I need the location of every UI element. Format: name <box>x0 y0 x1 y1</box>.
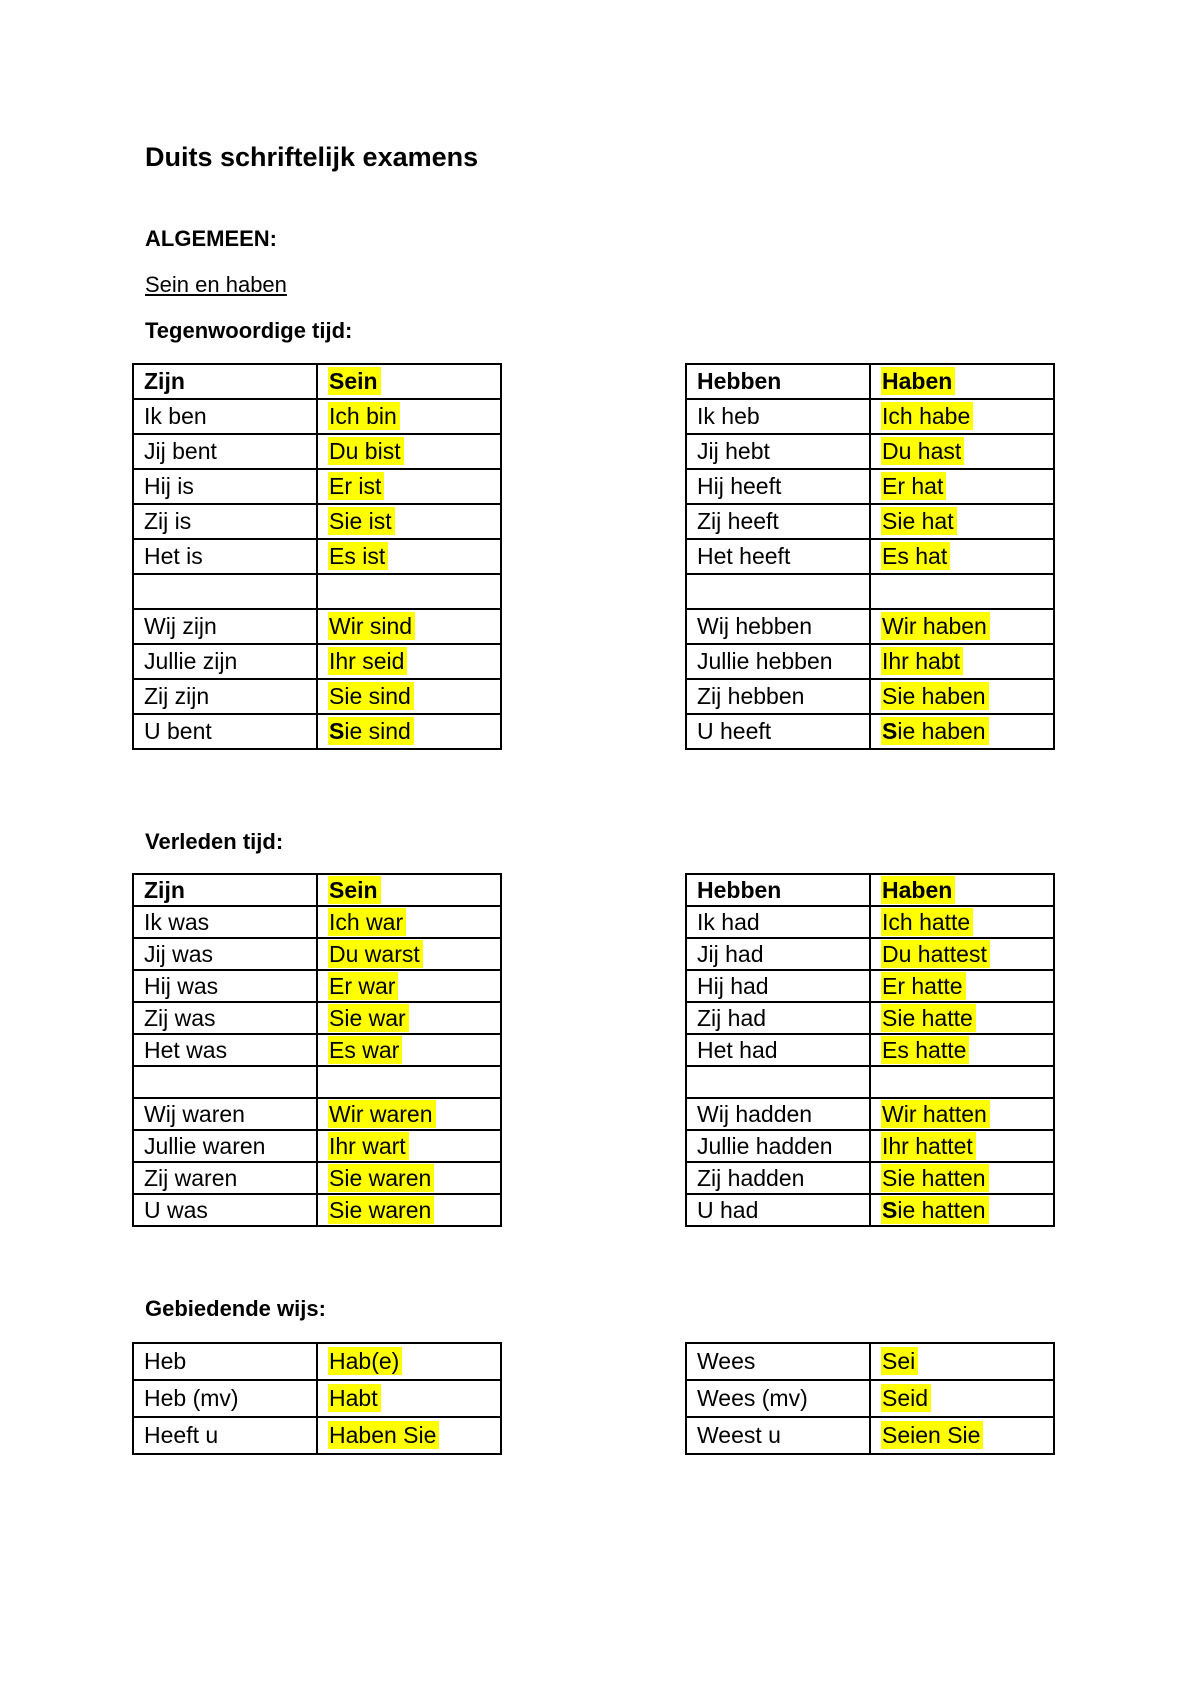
table-spacer-row <box>686 1066 1054 1098</box>
column-header-dutch: Zijn <box>133 874 317 906</box>
dutch-form-cell: Ik heb <box>686 399 870 434</box>
dutch-form-cell: Wij hadden <box>686 1098 870 1130</box>
german-form-cell <box>870 574 1054 609</box>
dutch-form-cell: Zij zijn <box>133 679 317 714</box>
highlighted-translation: Du hattest <box>881 940 990 968</box>
german-form-cell <box>870 938 1054 970</box>
dutch-form-cell: Jij was <box>133 938 317 970</box>
highlighted-translation: Hab(e) <box>328 1347 402 1375</box>
table-row <box>133 1002 501 1034</box>
highlighted-translation: Ich habe <box>881 402 973 430</box>
german-form-cell <box>870 434 1054 469</box>
german-form-cell <box>317 1098 501 1130</box>
dutch-form-cell: Jij had <box>686 938 870 970</box>
dutch-form-cell: Het heeft <box>686 539 870 574</box>
dutch-form-cell: Jullie hadden <box>686 1130 870 1162</box>
german-form-cell <box>317 609 501 644</box>
dutch-form-cell: Zij had <box>686 1002 870 1034</box>
dutch-form-cell: Hij had <box>686 970 870 1002</box>
german-form-cell <box>870 1098 1054 1130</box>
table-row <box>686 1417 1054 1454</box>
highlighted-translation: Wir haben <box>881 612 990 640</box>
table-row <box>133 1162 501 1194</box>
highlighted-translation: Sie hatten <box>881 1196 989 1224</box>
past-tense-heading: Verleden tijd: <box>145 829 284 854</box>
highlighted-translation: Ihr seid <box>328 647 407 675</box>
table-row <box>133 399 501 434</box>
german-form-cell <box>317 1194 501 1226</box>
german-form-cell <box>870 399 1054 434</box>
dutch-form-cell <box>133 1066 317 1098</box>
highlighted-translation: Sie waren <box>328 1196 434 1224</box>
column-header-german <box>317 874 501 906</box>
highlighted-translation: Sei <box>881 1347 918 1375</box>
highlighted-translation: Haben <box>881 876 955 904</box>
past-hebben-table <box>685 873 1055 1227</box>
german-form-cell <box>870 906 1054 938</box>
column-header-german <box>870 874 1054 906</box>
table-row <box>133 1034 501 1066</box>
highlighted-translation: Ich hatte <box>881 908 973 936</box>
dutch-form-cell: Jij bent <box>133 434 317 469</box>
table-row <box>133 609 501 644</box>
imperative-zijn-table <box>685 1342 1055 1455</box>
dutch-form-cell: Zij hebben <box>686 679 870 714</box>
highlighted-translation: Er ist <box>328 472 384 500</box>
german-form-cell <box>870 1162 1054 1194</box>
german-form-cell <box>870 609 1054 644</box>
dutch-form-cell: Het was <box>133 1034 317 1066</box>
german-form-cell <box>870 1066 1054 1098</box>
german-form-cell <box>317 970 501 1002</box>
highlighted-translation: Ihr hattet <box>881 1132 976 1160</box>
table-row <box>686 1098 1054 1130</box>
highlighted-translation: Sie sind <box>328 682 414 710</box>
imperative-hebben-table <box>132 1342 502 1455</box>
dutch-form-cell: Zij is <box>133 504 317 539</box>
german-form-cell <box>870 1194 1054 1226</box>
german-form-cell <box>317 906 501 938</box>
dutch-form-cell: Wees <box>686 1343 870 1380</box>
dutch-form-cell: Wij zijn <box>133 609 317 644</box>
column-header-dutch: Zijn <box>133 364 317 399</box>
table-row <box>133 1380 501 1417</box>
table-spacer-row <box>133 1066 501 1098</box>
column-header-dutch: Hebben <box>686 364 870 399</box>
table-row <box>133 1194 501 1226</box>
highlighted-translation: Es hat <box>881 542 950 570</box>
highlighted-translation: Sie waren <box>328 1164 434 1192</box>
german-form-cell <box>317 644 501 679</box>
table-row <box>686 504 1054 539</box>
german-form-cell <box>317 1034 501 1066</box>
table-row <box>133 539 501 574</box>
german-form-cell <box>317 399 501 434</box>
highlighted-translation: Ihr habt <box>881 647 963 675</box>
table-row <box>133 906 501 938</box>
highlighted-translation: Wir hatten <box>881 1100 990 1128</box>
table-row <box>686 399 1054 434</box>
table-row <box>686 1343 1054 1380</box>
dutch-form-cell: Wees (mv) <box>686 1380 870 1417</box>
dutch-form-cell: Heeft u <box>133 1417 317 1454</box>
highlighted-translation: Habt <box>328 1384 381 1412</box>
table-row <box>133 469 501 504</box>
dutch-form-cell: Jij hebt <box>686 434 870 469</box>
dutch-form-cell: Jullie zijn <box>133 644 317 679</box>
highlighted-translation: Wir sind <box>328 612 415 640</box>
german-form-cell <box>317 1343 501 1380</box>
table-row <box>133 504 501 539</box>
dutch-form-cell: Jullie waren <box>133 1130 317 1162</box>
table-spacer-row <box>686 574 1054 609</box>
german-form-cell <box>870 1380 1054 1417</box>
table-row <box>686 906 1054 938</box>
german-form-cell <box>317 938 501 970</box>
highlighted-translation: Wir waren <box>328 1100 436 1128</box>
general-heading: ALGEMEEN: <box>145 226 277 251</box>
table-row <box>686 539 1054 574</box>
highlighted-translation: Er hatte <box>881 972 966 1000</box>
table-row <box>686 1380 1054 1417</box>
highlighted-translation: Sein <box>328 876 381 904</box>
dutch-form-cell: Heb <box>133 1343 317 1380</box>
highlighted-translation: Seid <box>881 1384 931 1412</box>
dutch-form-cell: U heeft <box>686 714 870 749</box>
highlighted-translation: Er war <box>328 972 398 1000</box>
dutch-form-cell: Hij was <box>133 970 317 1002</box>
highlighted-translation: Du hast <box>881 437 964 465</box>
dutch-form-cell <box>133 574 317 609</box>
table-row <box>686 1034 1054 1066</box>
highlighted-translation: Du bist <box>328 437 404 465</box>
table-row <box>133 1098 501 1130</box>
table-header-row <box>686 364 1054 399</box>
column-header-dutch: Hebben <box>686 874 870 906</box>
table-row <box>133 938 501 970</box>
table-row <box>133 714 501 749</box>
german-form-cell <box>870 539 1054 574</box>
dutch-form-cell: Zij heeft <box>686 504 870 539</box>
present-zijn-table <box>132 363 502 750</box>
german-form-cell <box>870 714 1054 749</box>
dutch-form-cell: Weest u <box>686 1417 870 1454</box>
highlighted-translation: Sie hatten <box>881 1164 989 1192</box>
dutch-form-cell: Het is <box>133 539 317 574</box>
german-form-cell <box>870 644 1054 679</box>
german-form-cell <box>317 1066 501 1098</box>
german-form-cell <box>317 1130 501 1162</box>
table-row <box>133 1343 501 1380</box>
column-header-german <box>870 364 1054 399</box>
table-row <box>133 970 501 1002</box>
table-row <box>686 644 1054 679</box>
german-form-cell <box>870 1417 1054 1454</box>
highlighted-translation: Es war <box>328 1036 402 1064</box>
german-form-cell <box>317 714 501 749</box>
past-zijn-table <box>132 873 502 1227</box>
highlighted-translation: Es hatte <box>881 1036 969 1064</box>
german-form-cell <box>317 574 501 609</box>
table-row <box>686 714 1054 749</box>
highlighted-translation: Du warst <box>328 940 423 968</box>
german-form-cell <box>317 504 501 539</box>
imperative-heading: Gebiedende wijs: <box>145 1296 326 1321</box>
german-form-cell <box>317 1002 501 1034</box>
dutch-form-cell: Jullie hebben <box>686 644 870 679</box>
highlighted-translation: Sie haben <box>881 682 989 710</box>
highlighted-translation: Sie sind <box>328 717 414 745</box>
table-row <box>686 1194 1054 1226</box>
table-header-row <box>133 364 501 399</box>
highlighted-translation: Sie haben <box>881 717 989 745</box>
highlighted-translation: Seien Sie <box>881 1421 983 1449</box>
dutch-form-cell: Ik had <box>686 906 870 938</box>
german-form-cell <box>317 539 501 574</box>
highlighted-translation: Sein <box>328 367 381 395</box>
dutch-form-cell: Ik was <box>133 906 317 938</box>
dutch-form-cell: Wij hebben <box>686 609 870 644</box>
dutch-form-cell: Hij heeft <box>686 469 870 504</box>
table-header-row <box>686 874 1054 906</box>
table-row <box>133 1417 501 1454</box>
table-row <box>686 469 1054 504</box>
german-form-cell <box>870 1002 1054 1034</box>
german-form-cell <box>317 679 501 714</box>
german-form-cell <box>317 1417 501 1454</box>
dutch-form-cell: Heb (mv) <box>133 1380 317 1417</box>
table-row <box>686 1002 1054 1034</box>
table-row <box>686 609 1054 644</box>
german-form-cell <box>870 1130 1054 1162</box>
highlighted-translation: Haben Sie <box>328 1421 439 1449</box>
table-row <box>133 644 501 679</box>
table-row <box>686 1130 1054 1162</box>
german-form-cell <box>317 1380 501 1417</box>
dutch-form-cell: U was <box>133 1194 317 1226</box>
highlighted-translation: Ihr wart <box>328 1132 409 1160</box>
dutch-form-cell <box>686 574 870 609</box>
dutch-form-cell: Wij waren <box>133 1098 317 1130</box>
german-form-cell <box>870 679 1054 714</box>
german-form-cell <box>317 434 501 469</box>
highlighted-translation: Haben <box>881 367 955 395</box>
table-row <box>133 434 501 469</box>
present-tense-heading: Tegenwoordige tijd: <box>145 318 353 343</box>
table-header-row <box>133 874 501 906</box>
table-row <box>686 434 1054 469</box>
dutch-form-cell: U had <box>686 1194 870 1226</box>
dutch-form-cell: Zij hadden <box>686 1162 870 1194</box>
table-row <box>686 970 1054 1002</box>
table-row <box>133 679 501 714</box>
column-header-german <box>317 364 501 399</box>
table-spacer-row <box>133 574 501 609</box>
highlighted-translation: Es ist <box>328 542 388 570</box>
subtitle: Sein en haben <box>145 272 287 297</box>
dutch-form-cell: Het had <box>686 1034 870 1066</box>
dutch-form-cell: Hij is <box>133 469 317 504</box>
table-row <box>686 1162 1054 1194</box>
german-form-cell <box>870 504 1054 539</box>
dutch-form-cell: Zij was <box>133 1002 317 1034</box>
german-form-cell <box>317 1162 501 1194</box>
highlighted-translation: Sie hatte <box>881 1004 976 1032</box>
document-title: Duits schriftelijk examens <box>145 142 479 172</box>
german-form-cell <box>870 469 1054 504</box>
german-form-cell <box>870 1034 1054 1066</box>
german-form-cell <box>870 970 1054 1002</box>
german-form-cell <box>870 1343 1054 1380</box>
present-hebben-table <box>685 363 1055 750</box>
german-form-cell <box>317 469 501 504</box>
table-row <box>686 679 1054 714</box>
table-row <box>133 1130 501 1162</box>
dutch-form-cell <box>686 1066 870 1098</box>
dutch-form-cell: Ik ben <box>133 399 317 434</box>
highlighted-translation: Ich war <box>328 908 406 936</box>
highlighted-translation: Sie war <box>328 1004 409 1032</box>
table-row <box>686 938 1054 970</box>
highlighted-translation: Er hat <box>881 472 946 500</box>
highlighted-translation: Ich bin <box>328 402 400 430</box>
highlighted-translation: Sie hat <box>881 507 957 535</box>
dutch-form-cell: Zij waren <box>133 1162 317 1194</box>
highlighted-translation: Sie ist <box>328 507 395 535</box>
dutch-form-cell: U bent <box>133 714 317 749</box>
